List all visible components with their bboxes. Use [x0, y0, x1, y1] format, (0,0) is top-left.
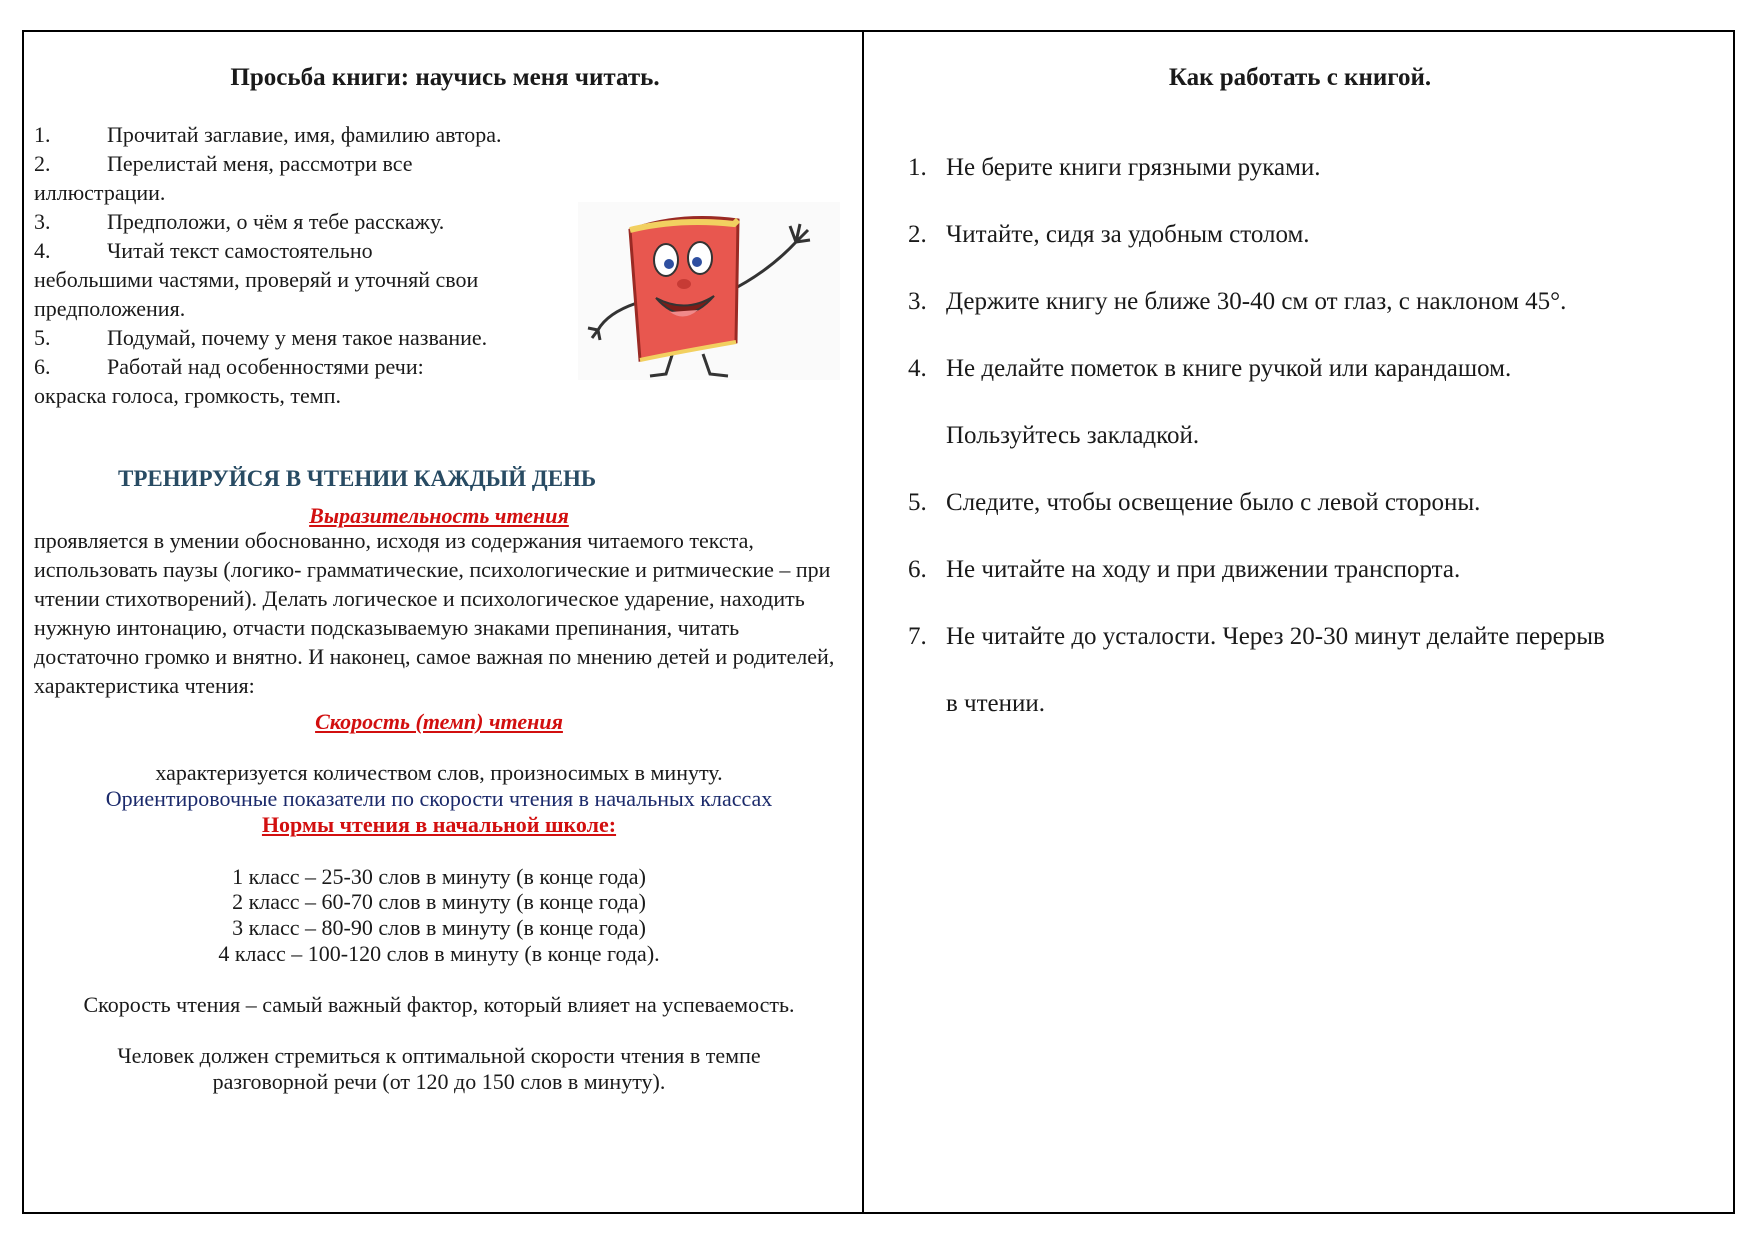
norm-grade-4: 4 класс – 100-120 слов в минуту (в конце года). — [218, 941, 660, 966]
speed-heading: Скорость (темп) чтения — [315, 709, 563, 734]
norm-grade-2: 2 класс – 60-70 слов в минуту (в конце года) — [232, 889, 646, 914]
norm-grade-3: 3 класс – 80-90 слов в минуту (в конце года) — [232, 915, 646, 940]
rule-item: 7. Не читайте до усталости. Через 20-30 минут делайте перерыв — [908, 623, 1605, 650]
rule-item: 6. Не читайте на ходу и при движении транспорта. — [908, 556, 1461, 583]
right-title: Как работать с книгой. — [1168, 64, 1432, 91]
step-continuation: иллюстрации. — [34, 180, 166, 205]
speed-importance: Скорость чтения – самый важный фактор, который влияет на успеваемость. — [83, 992, 795, 1017]
norm-grade-1: 1 класс – 25-30 слов в минуту (в конце года) — [232, 864, 646, 889]
step-item: 4. Читай текст самостоятельно — [34, 238, 373, 263]
step-item: 3. Предположи, о чём я тебе расскажу. — [34, 209, 445, 234]
rule-item: 3. Держите книгу не ближе 30-40 см от глаз, с наклоном 45°. — [908, 288, 1567, 315]
step-continuation: окраска голоса, громкость, темп. — [34, 383, 341, 408]
training-heading: ТРЕНИРУЙСЯ В ЧТЕНИИ КАЖДЫЙ ДЕНЬ — [118, 466, 597, 491]
step-item: 1. Прочитай заглавие, имя, фамилию автора. — [34, 122, 502, 147]
left-title: Просьба книги: научись меня читать. — [230, 64, 660, 91]
expressiveness-heading: Выразительность чтения — [309, 503, 569, 528]
step-item: 2. Перелистай меня, рассмотри все — [34, 151, 413, 176]
optimal-speed-line-2: разговорной речи (от 120 до 150 слов в минуту). — [212, 1069, 666, 1094]
step-item: 6. Работай над особенностями речи: — [34, 354, 424, 379]
rule-item: 2. Читайте, сидя за удобным столом. — [908, 221, 1310, 248]
rule-item: 5. Следите, чтобы освещение было с левой стороны. — [908, 489, 1481, 516]
rule-continuation: Пользуйтесь закладкой. — [946, 422, 1200, 449]
step-continuation: небольшими частями, проверяй и уточняй свои предположения. — [34, 267, 479, 321]
speed-text: характеризуется количеством слов, произносимых в минуту. — [155, 760, 723, 785]
right-column — [880, 30, 1730, 1210]
book-character-icon — [578, 202, 840, 380]
step-item: 5. Подумай, почему у меня такое название. — [34, 325, 488, 350]
column-divider — [862, 30, 864, 1214]
expressiveness-text: проявляется в умении обоснованно, исходя из содержания читаемого текста, использовать паузы (логико- грамматические, психологические и ритмические – при чтении стихотворений). Делать логическое и психологическое ударение, находить нужную интонацию, отчасти подсказываемую знаками препинания, читать достаточно громко и внятно. И наконец, самое важная по мнению детей и родителей, характеристика чтения: — [34, 528, 835, 698]
rule-continuation: в чтении. — [946, 690, 1046, 717]
rule-item: 4. Не делайте пометок в книге ручкой или карандашом. — [908, 355, 1512, 382]
rule-item: 1. Не берите книги грязными руками. — [908, 154, 1321, 181]
norms-heading: Нормы чтения в начальной школе: — [261, 812, 617, 837]
reading-steps-list — [34, 120, 594, 410]
optimal-speed-line-1: Человек должен стремиться к оптимальной скорости чтения в темпе — [117, 1043, 761, 1068]
left-column — [34, 30, 856, 1210]
speed-indicators: Ориентировочные показатели по скорости чтения в начальных классах — [105, 786, 773, 811]
book-care-rules-list — [908, 134, 1708, 737]
